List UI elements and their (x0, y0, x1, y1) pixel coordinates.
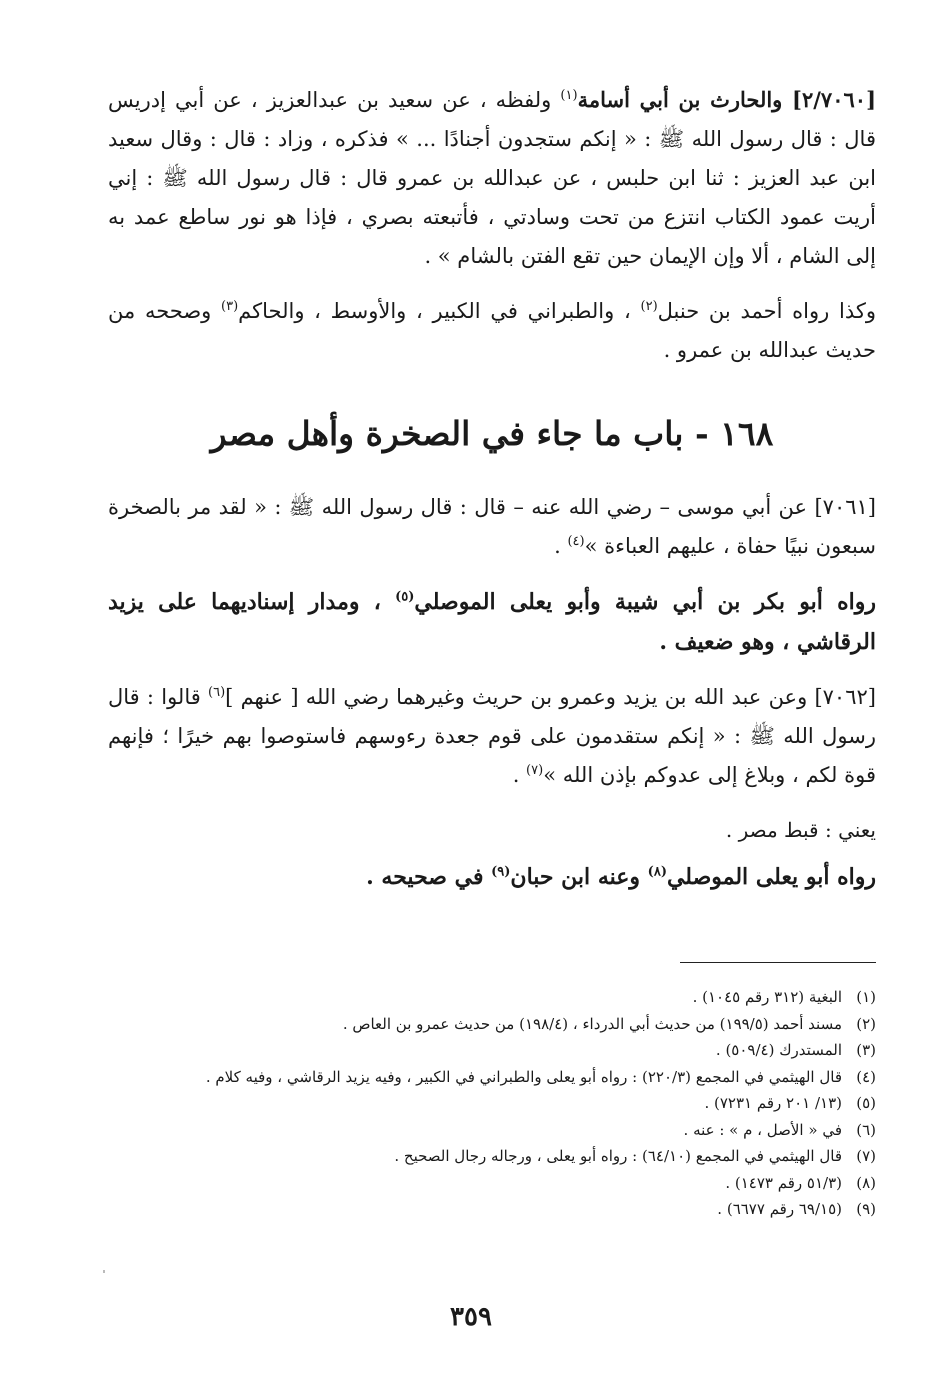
footnote-text: في « الأصل ، م » : عنه . (683, 1120, 842, 1139)
footnote-number: (٦) (856, 1120, 876, 1139)
main-text (108, 80, 876, 913)
footnote-2 (108, 1011, 876, 1038)
footnote-number: (٣) (856, 1041, 876, 1059)
footnote-ref-7: (٧) (526, 763, 544, 778)
chapter-title: ١٦٨ - باب ما جاء في الصخرة وأهل مصر (210, 414, 774, 453)
footnote-ref-5: (٥) (395, 589, 415, 605)
footnote-text: قال الهيثمي في المجمع (٦٤/١٠) : رواه أبو يعلى ، ورجاله رجال الصحيح . (394, 1147, 842, 1165)
footnote-9 (108, 1196, 876, 1223)
hadith-7062 (108, 678, 876, 795)
narration-abu-yala-part3: في صحيحه . (366, 864, 492, 890)
footnotes (108, 984, 876, 1223)
scan-speck (103, 1270, 105, 1273)
footnote-ref-3: (٣) (221, 299, 239, 314)
footnote-text: مسند أحمد (١٩٩/٥) من حديث أبي الدرداء ، (١٩٨/٤) من حديث عمرو بن العاص . (342, 1014, 842, 1033)
footnote-7 (108, 1143, 876, 1170)
hadith-7060 (108, 80, 876, 276)
narration-abu-yala-part1: رواه أبو يعلى الموصلي (666, 864, 876, 890)
narration-abu-yala-part2: وعنه ابن حبان (510, 864, 648, 890)
narration-ahmad (108, 292, 876, 370)
footnote-text: (٥١/٣ رقم ١٤٧٣) . (725, 1173, 842, 1192)
footnote-number: (٤) (856, 1067, 876, 1086)
footnote-number: (٧) (856, 1147, 876, 1165)
hadith-7062-part1: [۷۰٦۲] وعن عبد الله بن يزيد وعمرو بن حريث وغيرهما رضي الله [ عنهم ] (225, 685, 876, 709)
footnote-text: (١٣/ ٢٠١ رقم ٧٢٣١) . (704, 1094, 842, 1112)
footnote-separator (680, 962, 876, 963)
footnote-text: المستدرك (٥٠٩/٤) . (715, 1041, 842, 1059)
footnote-ref-6: (٦) (208, 685, 226, 700)
hadith-7061 (108, 488, 876, 566)
narration-ahmad-part2: ، والطبراني في الكبير ، والأوسط ، والحاكم (238, 299, 641, 323)
narration-ahmad-part1: وكذا رواه أحمد بن حنبل (657, 299, 876, 323)
footnote-ref-1: (١) (560, 88, 578, 103)
footnote-text: البغية (٣١٢ رقم ١٠٤٥) . (692, 988, 842, 1006)
footnote-ref-2: (٢) (640, 299, 658, 314)
footnote-ref-9: (٩) (491, 864, 511, 880)
footnote-1 (108, 984, 876, 1011)
narration-ahmad-part3: وصححه من حديث عبدالله بن عمرو . (108, 299, 876, 362)
footnote-number: (٥) (856, 1094, 876, 1112)
footnote-text: قال الهيثمي في المجمع (٢٢٠/٣) : رواه أبو يعلى والطبراني في الكبير ، وفيه يزيد الرقاشي ، وفيه كلام . (205, 1067, 842, 1086)
footnote-ref-8: (٨) (647, 864, 667, 880)
narration-abu-bakr-part1: رواه أبو بكر بن أبي شيبة وأبو يعلى الموصلي (414, 589, 877, 615)
hadith-7061-text: [۷۰٦۱] عن أبي موسى – رضي الله عنه – قال : قال رسول الله ﷺ : « لقد مر بالصخرة سبعون نبيًا حفاة ، عليهم العباءة » (108, 495, 876, 558)
footnote-3 (108, 1037, 876, 1064)
footnote-number: (٩) (856, 1200, 876, 1218)
narration-abu-yala (108, 857, 876, 897)
hadith-7060-lead: [۲/۷۰٦۰] والحارث بن أبي أسامة (577, 87, 876, 112)
footnote-4 (108, 1064, 876, 1091)
footnote-number: (٨) (856, 1173, 876, 1192)
footnote-6 (108, 1117, 876, 1144)
hadith-7060-text: ولفظه ، عن سعيد بن عبدالعزيز ، عن أبي إدريس قال : قال رسول الله ﷺ : « إنكم ستجدون أجنادًا ... » فذكره ، وزاد : قال : وقال سعيد ابن عبد العزيز : ثنا ابن حلبس ، عن عبدالله بن عمرو قال : قال رسول الله ﷺ : إني أريت عمود الكتاب انتزع من تحت وسادتي ، فأتبعته بصري ، فإذا هو نور ساطع عمد به إلى الشام ، ألا وإن الإيمان حين تقع الفتن بالشام » . (108, 88, 876, 268)
footnote-5 (108, 1090, 876, 1117)
page-number: ٣٥٩ (450, 1302, 492, 1332)
footnote-number: (١) (856, 988, 876, 1006)
hadith-7062-part2: قالوا : قال رسول الله ﷺ : « إنكم ستقدمون على قوم جعدة رءوسهم فاستوصوا بهم خيرًا ؛ فإنهم قوة لكم ، وبلاغ إلى عدوكم بإذن الله » (108, 685, 876, 787)
hadith-7062-end: . (512, 763, 527, 787)
footnote-8 (108, 1170, 876, 1197)
footnote-number: (٢) (856, 1014, 876, 1033)
footnote-text: (٦٩/١٥ رقم ٦٦٧٧) . (717, 1200, 842, 1218)
narration-abu-bakr (108, 582, 876, 662)
narration-abu-bakr-part2: ، ومدار إسناديهما على يزيد الرقاشي ، وهو ضعيف . (108, 589, 876, 655)
hadith-7061-end: . (554, 534, 568, 558)
explanation-line: يعني : قبط مصر . (725, 818, 876, 842)
footnote-ref-4: (٤) (567, 534, 585, 549)
